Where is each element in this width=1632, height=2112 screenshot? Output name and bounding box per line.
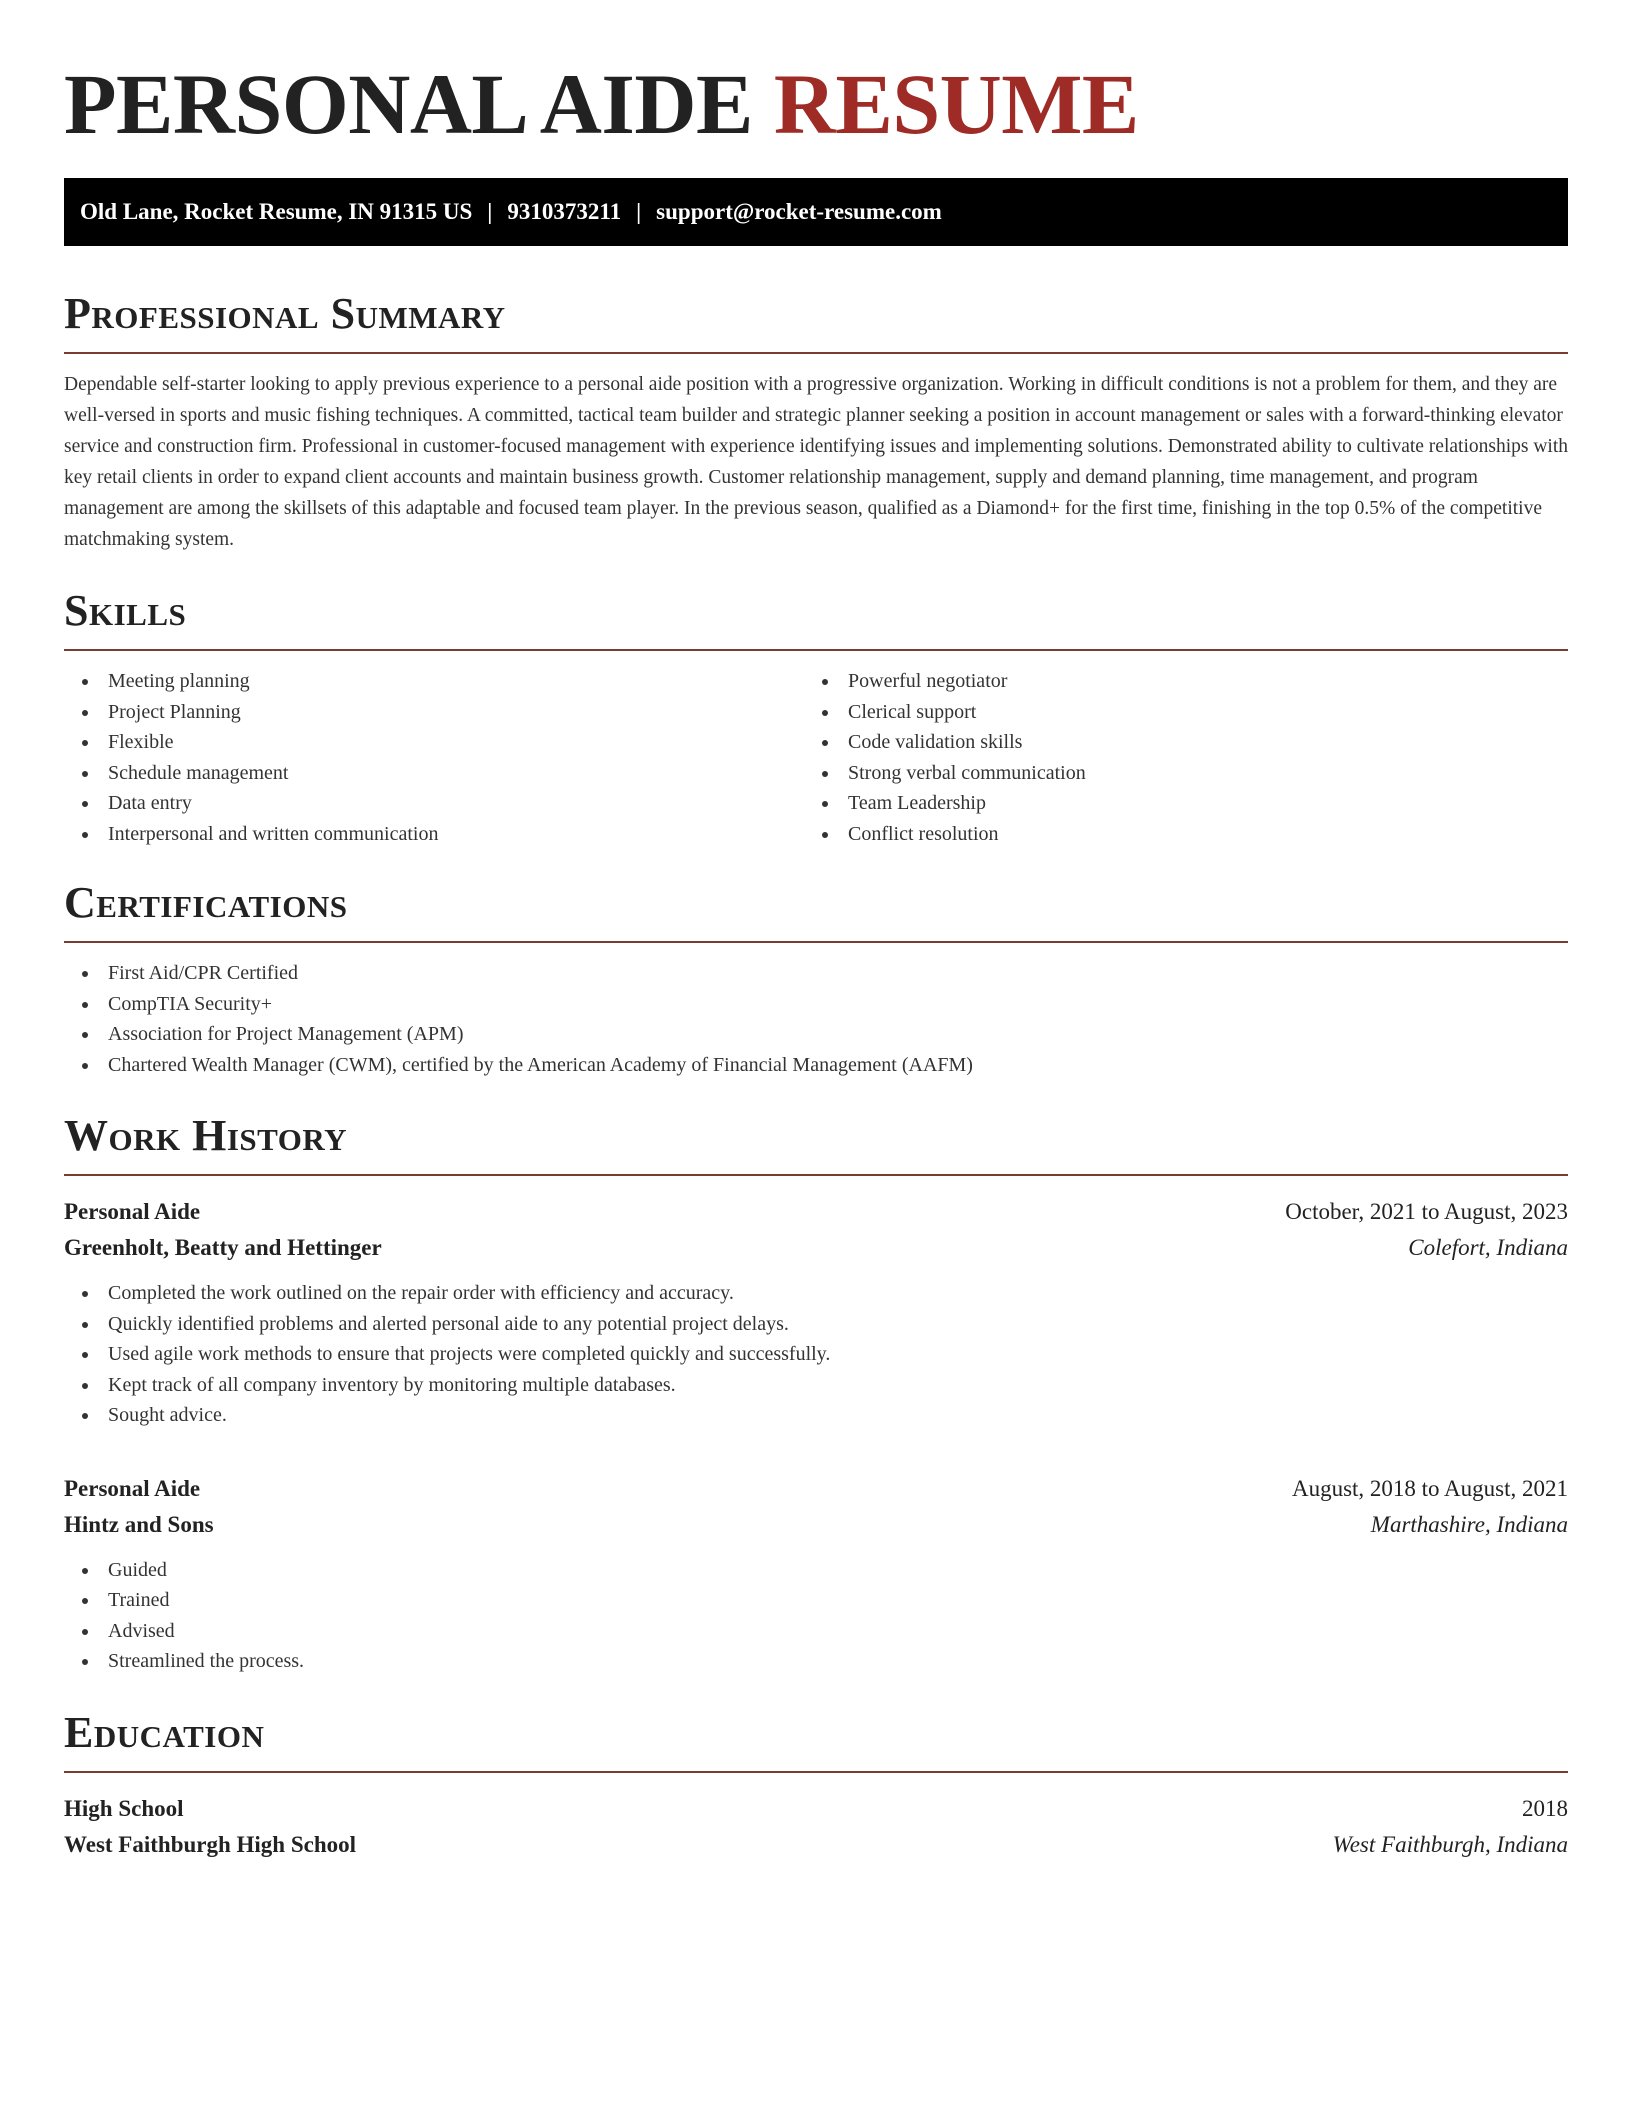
job-dates: August, 2018 to August, 2021 <box>1291 1475 1568 1501</box>
skill-item: Code validation skills <box>804 727 1544 758</box>
title-accent: RESUME <box>773 56 1139 152</box>
title-main: PERSONAL AIDE <box>64 56 753 152</box>
certifications-heading: Certifications <box>64 877 1568 943</box>
contact-phone: 9310373211 <box>507 199 622 224</box>
skill-item: Meeting planning <box>64 666 804 697</box>
job-dates: October, 2021 to August, 2023 <box>1285 1199 1568 1224</box>
education-school-row <box>64 1827 1568 1863</box>
job-header-row <box>64 1471 1568 1507</box>
certifications-list <box>64 958 1568 1080</box>
summary-text: Dependable self-starter looking to apply previous experience to a personal aide position with a progressive organization. Working in difficult conditions is not a problem for them, and they are well-versed in sports and music fishing techniques. A committed, tactical team builder and strategic planner seeking a position in account management or sales with a forward-thinking elevator service and construction firm. Professional in customer-focused management with experience identifying issues and implementing solutions. Demonstrated ability to cultivate relationships with key retail clients in order to expand client accounts and maintain business growth. Customer relationship management, supply and demand planning, time management, and program management are among the skillsets of this adaptable and focused team player. In the previous season, qualified as a Diamond+ for the first time, finishing in the top 0.5% of the competitive matchmaking system. <box>64 374 1569 550</box>
skill-item: Strong verbal communication <box>804 758 1544 789</box>
job-location: Marthashire, Indiana <box>1370 1511 1568 1537</box>
job-company: Hintz and Sons <box>64 1511 214 1537</box>
job-location: Colefort, Indiana <box>1408 1235 1568 1260</box>
skills-list-right <box>804 666 1544 849</box>
job-duties-list <box>64 1555 1568 1677</box>
education-degree-row <box>64 1791 1568 1827</box>
contact-address: Old Lane, Rocket Resume, IN 91315 US <box>80 199 473 224</box>
job-company: Greenholt, Beatty and Hettinger <box>64 1235 382 1260</box>
job-duty: Sought advice. <box>64 1400 1568 1431</box>
job-duty: Quickly identified problems and alerted personal aide to any potential project delays. <box>64 1309 1568 1340</box>
job-entry <box>64 1471 1568 1677</box>
job-duty: Kept track of all company inventory by monitoring multiple databases. <box>64 1370 1568 1401</box>
education-degree: High School <box>64 1795 184 1821</box>
job-duty: Guided <box>64 1555 1568 1586</box>
education-heading: Education <box>64 1707 1568 1773</box>
skill-item: Flexible <box>64 727 804 758</box>
resume-title <box>64 56 1568 152</box>
summary-heading: Professional Summary <box>64 288 1568 354</box>
certification-item: First Aid/CPR Certified <box>64 958 1568 989</box>
job-company-row <box>64 1230 1568 1266</box>
skill-item: Conflict resolution <box>804 819 1544 850</box>
certification-item: Association for Project Management (APM) <box>64 1019 1568 1050</box>
job-duty: Used agile work methods to ensure that projects were completed quickly and successfully. <box>64 1339 1568 1370</box>
resume-page <box>64 0 1568 1863</box>
skills-list-left <box>64 666 804 849</box>
skill-item: Project Planning <box>64 697 804 728</box>
job-entry <box>64 1194 1568 1431</box>
job-duty: Completed the work outlined on the repair order with efficiency and accuracy. <box>64 1278 1568 1309</box>
contact-bar <box>64 178 1568 246</box>
contact-separator: | <box>636 199 642 224</box>
job-duty: Trained <box>64 1585 1568 1616</box>
skills-heading: Skills <box>64 585 1568 651</box>
job-duty: Advised <box>64 1616 1568 1647</box>
job-duty: Streamlined the process. <box>64 1646 1568 1677</box>
contact-separator: | <box>487 199 493 224</box>
skills-columns <box>64 666 1568 849</box>
certification-item: Chartered Wealth Manager (CWM), certified by the American Academy of Financial Management (AAFM) <box>64 1050 1568 1081</box>
skill-item: Team Leadership <box>804 788 1544 819</box>
skill-item: Data entry <box>64 788 804 819</box>
job-company-row <box>64 1507 1568 1543</box>
work-history-heading: Work History <box>64 1110 1568 1176</box>
skill-item: Clerical support <box>804 697 1544 728</box>
education-location: West Faithburgh, Indiana <box>1332 1831 1568 1857</box>
skill-item: Interpersonal and written communication <box>64 819 804 850</box>
education-school: West Faithburgh High School <box>64 1831 357 1857</box>
education-entry <box>64 1791 1568 1863</box>
skill-item: Powerful negotiator <box>804 666 1544 697</box>
skill-item: Schedule management <box>64 758 804 789</box>
job-title: Personal Aide <box>64 1199 201 1224</box>
certification-item: CompTIA Security+ <box>64 989 1568 1020</box>
job-header-row <box>64 1194 1568 1230</box>
job-duties-list <box>64 1278 1568 1431</box>
education-year: 2018 <box>1522 1795 1568 1821</box>
job-title: Personal Aide <box>64 1475 201 1501</box>
contact-email: support@rocket-resume.com <box>656 199 942 224</box>
